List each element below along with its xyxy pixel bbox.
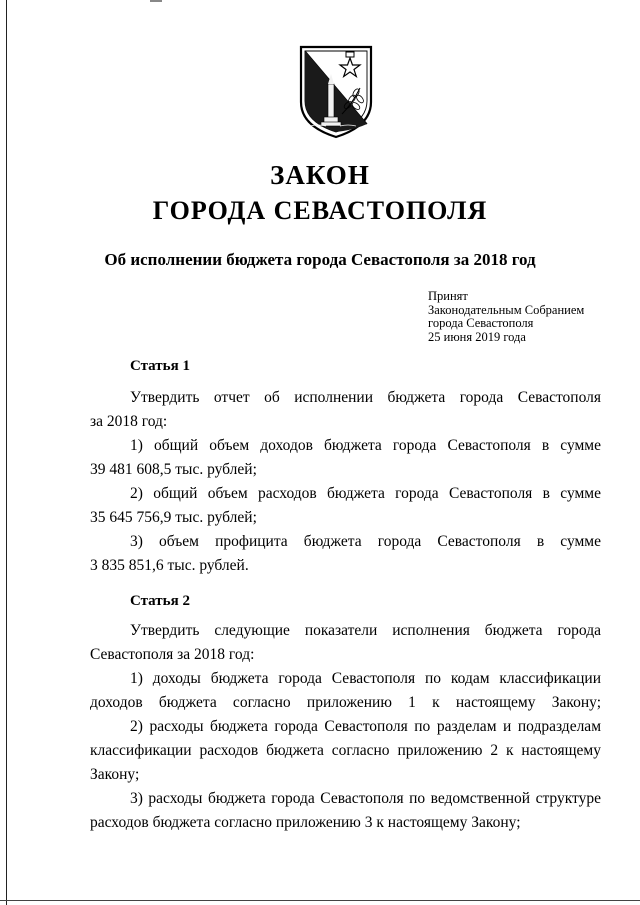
paragraph-line: 3) объем профицита бюджета города Севастополя в сумме [130, 533, 601, 550]
page-bottom-edge [0, 900, 640, 901]
paragraph-line: 1) общий объем доходов бюджета города Севастополя в сумме [130, 437, 601, 454]
paragraph-line: Утвердить следующие показатели исполнения бюджета города [130, 622, 601, 639]
document-type-title: ЗАКОН [270, 160, 370, 190]
paragraph-line: классификации расходов бюджета согласно приложению 2 к настоящему [90, 742, 601, 759]
adoption-date: 25 июня 2019 года [428, 329, 526, 344]
sevastopol-coat-of-arms-icon [298, 44, 374, 140]
article-2-body [90, 619, 601, 835]
paragraph-line: 35 645 756,9 тыс. рублей; [90, 509, 257, 526]
paragraph-line: за 2018 год: [90, 413, 168, 430]
document-subject-title: Об исполнении бюджета города Севастополя за 2018 год [104, 250, 536, 269]
paragraph-line: Утвердить отчет об исполнении бюджета города Севастополя [130, 389, 601, 406]
paragraph-line: доходов бюджета согласно приложению 1 к настоящему Закону; [90, 694, 601, 711]
article-2-heading: Статья 2 [130, 593, 190, 609]
adoption-note-line: Принят [428, 289, 468, 303]
adoption-note [428, 290, 584, 344]
paragraph-line: 3 835 851,6 тыс. рублей. [90, 557, 249, 574]
scan-mark [150, 0, 162, 2]
page-left-edge [6, 0, 7, 905]
adoption-note-line: Законодательным Собранием [428, 302, 585, 317]
paragraph-line: Севастополя за 2018 год: [90, 646, 255, 663]
article-1-heading: Статья 1 [130, 358, 190, 374]
paragraph-line: 2) расходы бюджета города Севастополя по разделам и подразделам [130, 718, 601, 735]
paragraph-line: 2) общий объем расходов бюджета города Севастополя в сумме [130, 485, 601, 502]
paragraph-line: Закону; [90, 766, 140, 783]
document-issuer-title: ГОРОДА СЕВАСТОПОЛЯ [152, 196, 488, 225]
paragraph-line: 3) расходы бюджета города Севастополя по ведомственной структуре [130, 790, 601, 807]
adoption-note-line: города Севастополя [428, 316, 534, 330]
article-1-body [90, 386, 601, 578]
paragraph-line: 1) доходы бюджета города Севастополя по кодам классификации [130, 670, 601, 687]
paragraph-line: расходов бюджета согласно приложению 3 к настоящему Закону; [90, 814, 521, 831]
paragraph-line: 39 481 608,5 тыс. рублей; [90, 461, 257, 478]
